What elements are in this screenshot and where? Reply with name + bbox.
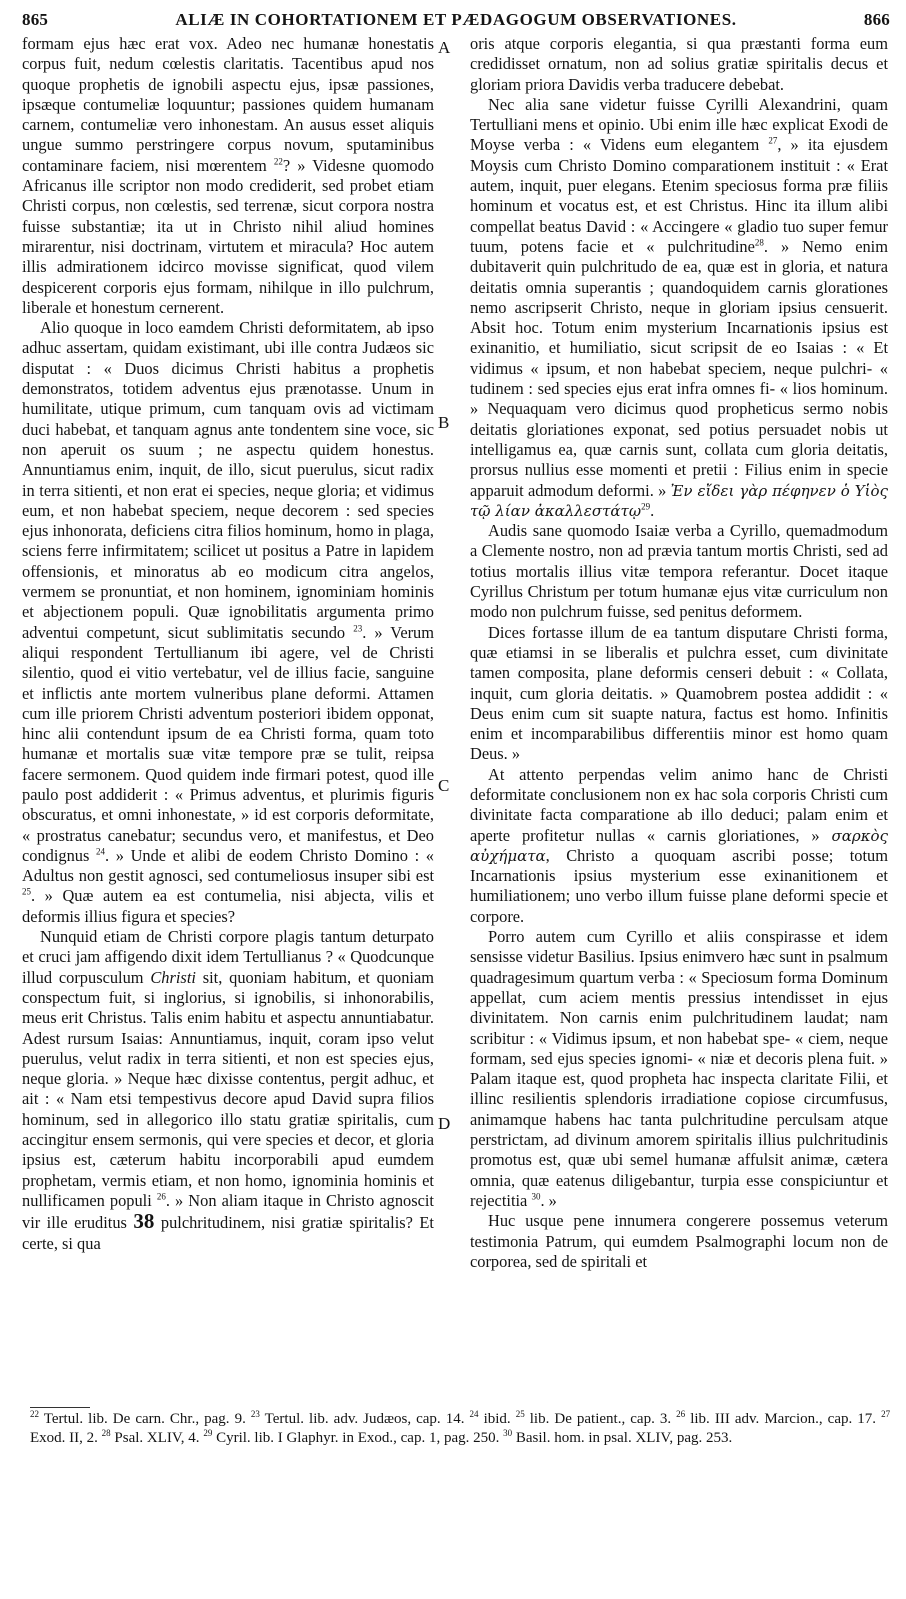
footnote-ref: 24 xyxy=(96,846,106,857)
margin-marker-a: A xyxy=(438,38,451,57)
footnotes xyxy=(30,1410,890,1448)
paragraph: Alio quoque in loco eamdem Christi deformitatem, ab ipso adhuc assertam, quidam existimant, ubi ille contra Judæos sic disputat : « Duos dicimus Christi habitus a prophetis demonstratos, totidem adventus ejus prænotasse. Unum in humilitate, utique primum, cum tanquam ovis ad victimam duci habebat, et tanquam agnus ante tondentem sine voce, sic non aperuit os suum ; ne aspectu quidem honestus. Annuntiamus enim, inquit, de illo, sicut puerulus, sicut radix in terra sitienti, et non erat ei species, neque gloria; et vidimus eum, et non habebat speciem, neque decorem : sed species ejus inhonorata, deficiens citra filios hominum, homo in plaga, sciens ferre infirmitatem; scilicet ut positus a Patre in lapidem offensionis, et minoratus ab eo modicum citra angelos, vermem se pronuntiat, et non hominem, ignominiam hominis et abjectionem populi. Quæ ignobilitatis argumenta primo adventui competunt, sicut sublimitatis secundo $^{23}$. » Verum aliqui respondent Tertullianum ibi agere, vel de Christi silentio, quod ei vitio vertebatur, vel de illius facie, sanguine et inflictis ante mortem vulneribus plane deformi. Attamen cum ille priorem Christi adventum posteriori ibidem opponat, hinc alii contendunt ipsum de ea Christi forma, quam toto humanæ et mortalis suæ vitæ tempore præ se tulit, reipsa facere sermonem. Quod quidem inde firmari potest, quod ille paulo post addiderit : « Primus adventus, et plurimis figuris obscuratus, et omni inhonestate, » id est corporis deformitate, « prostratus canebatur; secundus vero, et manifestus, et Deo condignus $^{24}$. » Unde et alibi de eodem Christo Domino : « Adultus non gestit agnosci, sed contumeliosus insuper sibi est $^{25}$. » Quæ autem ea est contumelia, nisi abjecta, vilis et deformis illius figura et species? xyxy=(22,318,434,926)
footnote: $^{27}$ Exod. II, 2. xyxy=(30,1409,891,1446)
paragraph: Dices fortasse illum de ea tantum disputare Christi forma, quæ etiamsi in se liberalis et pulchra esset, cum divinitate tamen composita, plane deformis censeri debuit : « Collata, inquit, cum gloria deitatis. » Quamobrem postea addidit : « Deus enim cum sit suapte natura, factus est homo. Infinitis enim et incomparabilibus differentiis minor est homo quam Deus. » xyxy=(470,622,888,764)
footnote-ref: 26 xyxy=(156,1191,166,1202)
right-column xyxy=(470,34,888,1396)
footnote: $^{29}$ Cyril. lib. I Glaphyr. in Exod., cap. 1, pag. 250. xyxy=(203,1428,500,1446)
margin-marker-b: B xyxy=(438,413,450,432)
footnote-ref: 23 xyxy=(353,623,363,634)
margin-marker-c: C xyxy=(438,776,450,795)
footnote: $^{22}$ Tertul. lib. De carn. Chr., pag. 9. xyxy=(30,1409,246,1427)
running-title: ALIÆ IN COHORTATIONEM ET PÆDAGOGUM OBSERVATIONES. xyxy=(175,10,737,29)
italic-word: Christi xyxy=(150,967,196,987)
page-number-right: 866 xyxy=(863,10,890,29)
running-header xyxy=(22,8,890,34)
paragraph: Porro autem cum Cyrillo et aliis conspirasse et idem sensisse videtur Basilius. Ipsius enimvero hæc sunt in psalmum quadragesimum quartum verba : « Speciosum forma Dominum appellat, cum aciem mentis pressius intendisset in ejus divinitatem. Non carnis enim pulchritudinem laudat; nam scribitur : « Vidimus ipsum, et non habebat spe- « ciem, neque formam, sed ejus species ignomi- « niæ et decoris plena fuit. » Palam itaque est, quod propheta hac inspecta claritate Filii, et illinc resilientis splendoris irradiatione copiose circumfusus, animamque habens hac tanta pulchritudine perculsam atque perstrictam, ad divinum amorem spiritalis illius pulchritudinis promotus est, quæ ubi semel humanæ affulsit animæ, cætera omnia, quæ eatenus diligebantur, turpia esse conspiciuntur et rejectitia $^{30}$. » xyxy=(470,927,888,1210)
left-column xyxy=(22,34,434,1396)
page-number-left: 865 xyxy=(22,10,49,29)
footnote: $^{28}$ Psal. XLIV, 4. xyxy=(101,1428,200,1446)
footnote-ref: 25 xyxy=(22,887,31,897)
footnote: $^{30}$ Basil. hom. in psal. XLIV, pag. 253. xyxy=(503,1428,733,1446)
greek-phrase: σαρκὸς αὐχήματα xyxy=(470,826,888,865)
signature-mark: 38 xyxy=(133,1209,155,1234)
footnote-ref: 29 xyxy=(641,501,651,512)
footnote-divider xyxy=(30,1407,90,1408)
paragraph: Nunquid etiam de Christi corpore plagis tantum deturpato et cruci jam affigendo dixit idem Tertullianus ? « Quodcunque illud corpusculum Christi sit, quoniam habitum, et quoniam conspectum fuit, si inglorius, si ignobilis, si inhonorabilis, meus erit Christus. Talis enim habitu et aspectu annuntiabatur. Adest rursum Isaias: Annuntiamus, inquit, coram ipso velut puerulus, velut radix in terra sitienti, et non est species ejus, neque gloria. » Neque hæc dixisse contentus, pergit adhuc, et ait : « Nam etsi tempestivus decore apud David supra filios hominum, sed in allegorico illo statu gratiæ spiritalis, cum accingitur ensem sermonis, qui vere species et decor, et gloria ipsius est, cæterum habitu incorporabili apud eumdem prophetam, vermis etiam, et non homo, ignominia hominis et nullificamen populi $^{26}$. » Non aliam itaque in Christo agnoscit vir ille eruditus 38 pulchritudinem, nisi gratiæ spiritalis? Et certe, si qua xyxy=(22,927,434,1253)
footnote-ref: 30 xyxy=(531,1191,541,1202)
footnote-ref: 22 xyxy=(273,156,283,167)
greek-quote: Ἐν εἴδει γὰρ πέφηνεν ὁ Υἱὸς τῷ λίαν ἀκαλλεστάτῳ xyxy=(470,481,888,520)
paragraph: Huc usque pene innumera congerere possemus veterum testimonia Patrum, qui eumdem Psalmographi locum non de corporea, sed de spiritali et xyxy=(470,1211,888,1271)
paragraph: oris atque corporis elegantia, si qua præstanti forma eum credidisset ornatum, non ad solius gratiæ spiritalis decus et gloriam priora Davidis verba traducere debebat. xyxy=(470,34,888,94)
footnote-ref: 28 xyxy=(754,237,764,248)
footnote-ref: 27 xyxy=(768,136,778,147)
footnote: $^{24}$ ibid. xyxy=(469,1409,511,1427)
margin-marker-d: D xyxy=(438,1114,451,1133)
paragraph: Audis sane quomodo Isaiæ verba a Cyrillo, quemadmodum a Clemente nostro, non ad prævia tantum mortis Christi, sed ad totius mortalis illius vitæ tempora referantur. Docet itaque Cyrillus Christum per totum humanæ ejus vitæ curriculum non modo non pulchrum fuisse, sed penitus deformem. xyxy=(470,521,888,622)
paragraph: Nec alia sane videtur fuisse Cyrilli Alexandrini, quam Tertulliani mens et opinio. Ubi enim ille hæc explicat Exodi de Moyse verba : « Videns eum elegantem $^{27}$, » ita ejusdem Moysis cum Christo Domino comparationem instituit : « Erat autem, inquit, puer elegans. Etenim speciosus forma præ filiis hominum et vocatus est, et est Christus. Hinc ita illum alibi compellat beatus David : « Accingere « gladio tuo super femur tuum, potens facie et « pulchritudine$^{28}$. » Nemo enim dubitaverit quin pulchritudo de ea, quæ est in gloria, et natura deitatis omnia superantis ; quandoquidem carnis glorationes nemo ascripserit Christo, neque in gloriam ipsius censuerit. Absit hoc. Totum enim mysterium Incarnationis ipsius est exinanitio, et humiliatio, sicut scripsit de eo Isaias : « Et vidimus « ipsum, et non habebat speciem, neque pulchri- « tudinem : sed species ejus erat infra omnes fi- « lios hominum. » Nequaquam vero dicimus quod propheticus sermo nobis deitatis gloriationes exponat, sed potius persuadet nobis ut intelligamus ea, quæ carnis sunt, collata cum gloria deitatis, prorsus nullius esse momenti et pretii : Filius enim in specie apparuit admodum deformi. » Ἐν εἴδει γὰρ πέφηνεν ὁ Υἱὸς τῷ λίαν ἀκαλλεστάτῳ$^{29}$. xyxy=(470,94,888,520)
footnote: $^{25}$ lib. De patient., cap. 3. xyxy=(515,1409,672,1427)
paragraph: At attento perpendas velim animo hanc de Christi deformitate conclusionem non ex hac sola corporis Christi cum divinitate facta comparatione ab illo deduci; palam enim et aperte profitetur nullas « carnis gloriationes, » σαρκὸς αὐχήματα, Christo a quoquam ascribi posse; totum Incarnationis ipsius mysterium esse exinanitionem et humiliationem; uno verbo illum fuisse plane deformi specie et corpore. xyxy=(470,764,888,926)
footnote: $^{26}$ lib. III adv. Marcion., cap. 17. xyxy=(676,1409,877,1427)
footnote: $^{23}$ Tertul. lib. adv. Judæos, cap. 14. xyxy=(250,1409,465,1427)
paragraph: formam ejus hæc erat vox. Adeo nec humanæ honestatis corpus fuit, nedum cœlestis claritatis. Tacentibus apud nos quoque prophetis de ignobili aspectu ejus, ipsæ passiones, ipsæque contumeliæ loquuntur; passiones quidem humanam carnem, contumeliæ vero inhonestam. An ausus esset aliquis ungue summo perstringere corpus novum, sputaminibus contaminare faciem, nisi mœrentem $^{22}$? » Videsne quomodo Africanus ille scriptor non modo crediderit, sed probet etiam Christi corpus, non cœlestis, sed terrenæ, sicut corpora nostra fuisse substantiæ; ita ut in Christo nihil aliud homines mirarentur, nisi doctrinam, virtutem et miracula? Hoc autem illis admirationem idcirco movisse significat, quod vilem despicerent corporis ejus formam, nihilque in illo pulchrum, liberale et honestum cernerent. xyxy=(22,34,434,317)
